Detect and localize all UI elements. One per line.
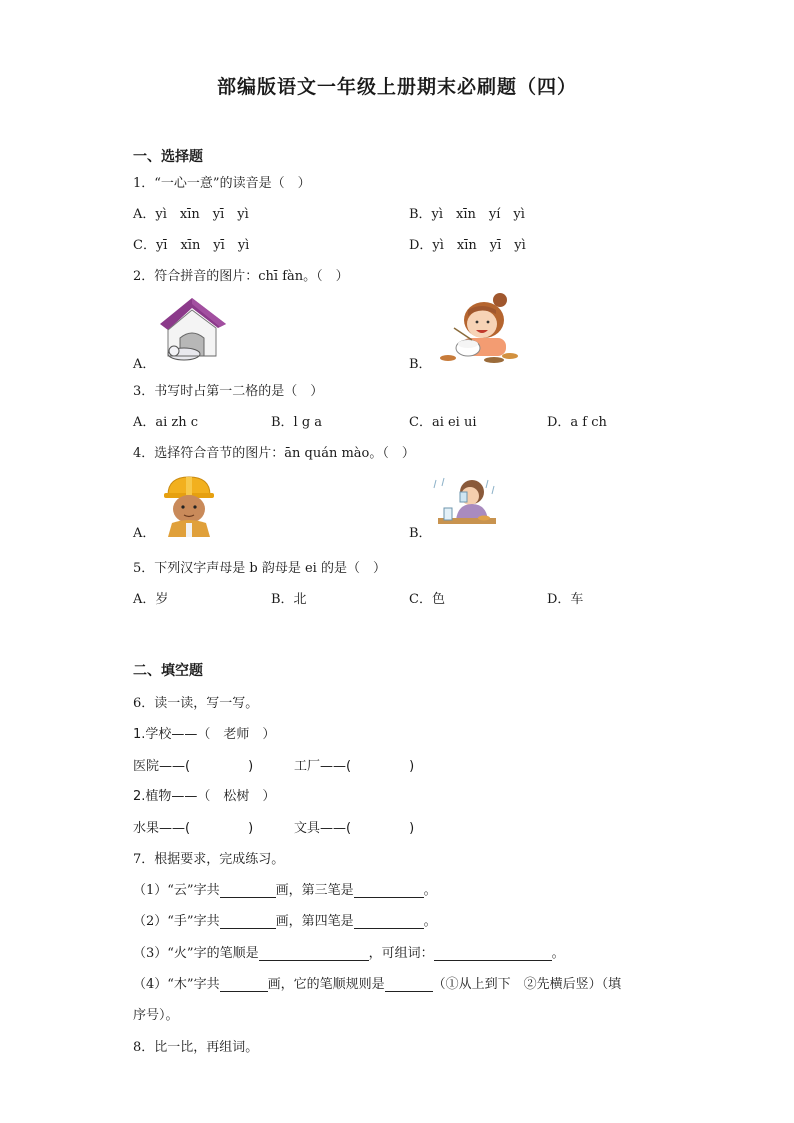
question-6-example-2: 2.植物——（ 松树 ） [133,789,276,804]
girl-drinking-image [432,474,498,532]
section-heading-fill-in: 二、填空题 [133,663,203,679]
question-2-option-a[interactable]: A． [133,357,156,372]
question-5-option-c[interactable]: C．色 [409,592,445,607]
question-6-line-4b [294,817,414,836]
question-2-stem: 2．符合拼音的图片：chī fàn。（ ） [133,269,349,284]
question-5-option-d[interactable]: D．车 [547,592,584,607]
question-3-stem: 3．书写时占第一二格的是（ ） [133,384,324,399]
question-7-sub-4 [133,973,621,992]
sub-2-text-b: 画，第四笔是 [275,914,354,929]
question-3-option-d[interactable]: D．a f ch [547,415,607,430]
stroke-count-blank[interactable] [220,977,268,992]
question-2-option-b[interactable]: B． [409,357,432,372]
sub-4-text-b: 画，它的笔顺规则是 [267,977,385,992]
question-7-stem: 7．根据要求，完成练习。 [133,852,285,867]
question-1-option-a[interactable]: A．yì xīn yī yì [133,207,249,222]
close-paren: ) [409,759,415,774]
stroke-count-blank[interactable] [220,914,276,929]
stationery-label: 文具——( [294,821,352,836]
question-1-option-b[interactable]: B．yì xīn yí yì [409,207,525,222]
question-8-stem: 8．比一比，再组词。 [133,1040,259,1055]
factory-label: 工厂——( [294,759,352,774]
question-7-sub-2 [133,910,437,929]
close-paren: ) [248,821,254,836]
girl-eating-image [432,290,522,368]
stroke-order-blank[interactable] [259,946,369,961]
question-6-line-2 [133,755,253,774]
question-1-option-c[interactable]: C．yī xīn yī yì [133,238,250,253]
sub-1-text-a: （1）“云”字共 [133,883,220,898]
question-4-option-b[interactable]: B． [409,526,432,541]
close-paren: ) [409,821,415,836]
question-7-sub-1 [133,879,437,898]
question-3-option-c[interactable]: C．ai ei ui [409,415,477,430]
doghouse-image [154,294,230,364]
question-4-option-a[interactable]: A． [133,526,156,541]
hospital-label: 医院——( [133,759,191,774]
sub-2-text-a: （2）“手”字共 [133,914,220,929]
question-7-sub-4-continued: 序号）。 [133,1008,179,1023]
sub-4-text-c: （①从上到下 ②先横后竖）（填 [432,977,622,992]
question-7-sub-3 [133,942,565,961]
sub-1-text-c: 。 [423,883,437,898]
question-1-option-d[interactable]: D．yì xīn yī yì [409,238,526,253]
close-paren: ) [248,759,254,774]
fruit-label: 水果——( [133,821,191,836]
sub-3-text-b: ，可组词： [368,946,434,961]
sub-4-text-a: （4）“木”字共 [133,977,220,992]
question-3-option-a[interactable]: A．ai zh c [133,415,199,430]
sub-1-text-b: 画，第三笔是 [275,883,354,898]
question-5-option-a[interactable]: A．岁 [133,592,169,607]
question-3-option-b[interactable]: B．l g a [271,415,323,430]
sub-3-text-c: 。 [551,946,565,961]
question-1-stem: 1．“一心一意”的读音是（ ） [133,176,311,191]
question-5-stem: 5．下列汉字声母是 b 韵母是 ei 的是（ ） [133,561,386,576]
question-6-example-1: 1.学校——（ 老师 ） [133,727,276,742]
sub-3-text-a: （3）“火”字的笔顺是 [133,946,259,961]
question-4-stem: 4．选择符合音节的图片：ān quán mào。（ ） [133,446,415,461]
sub-2-text-c: 。 [423,914,437,929]
page-title: 部编版语文一年级上册期末必刷题（四） [216,76,577,98]
question-5-option-b[interactable]: B．北 [271,592,307,607]
section-heading-choice: 一、选择题 [133,149,203,165]
hard-hat-worker-image [160,473,218,537]
question-6-stem: 6．读一读，写一写。 [133,696,259,711]
question-6-line-4 [133,817,253,836]
third-stroke-blank[interactable] [354,883,424,898]
rule-number-blank[interactable] [385,977,433,992]
stroke-count-blank[interactable] [220,883,276,898]
word-blank[interactable] [434,946,552,961]
fourth-stroke-blank[interactable] [354,914,424,929]
question-6-line-2b [294,755,414,774]
